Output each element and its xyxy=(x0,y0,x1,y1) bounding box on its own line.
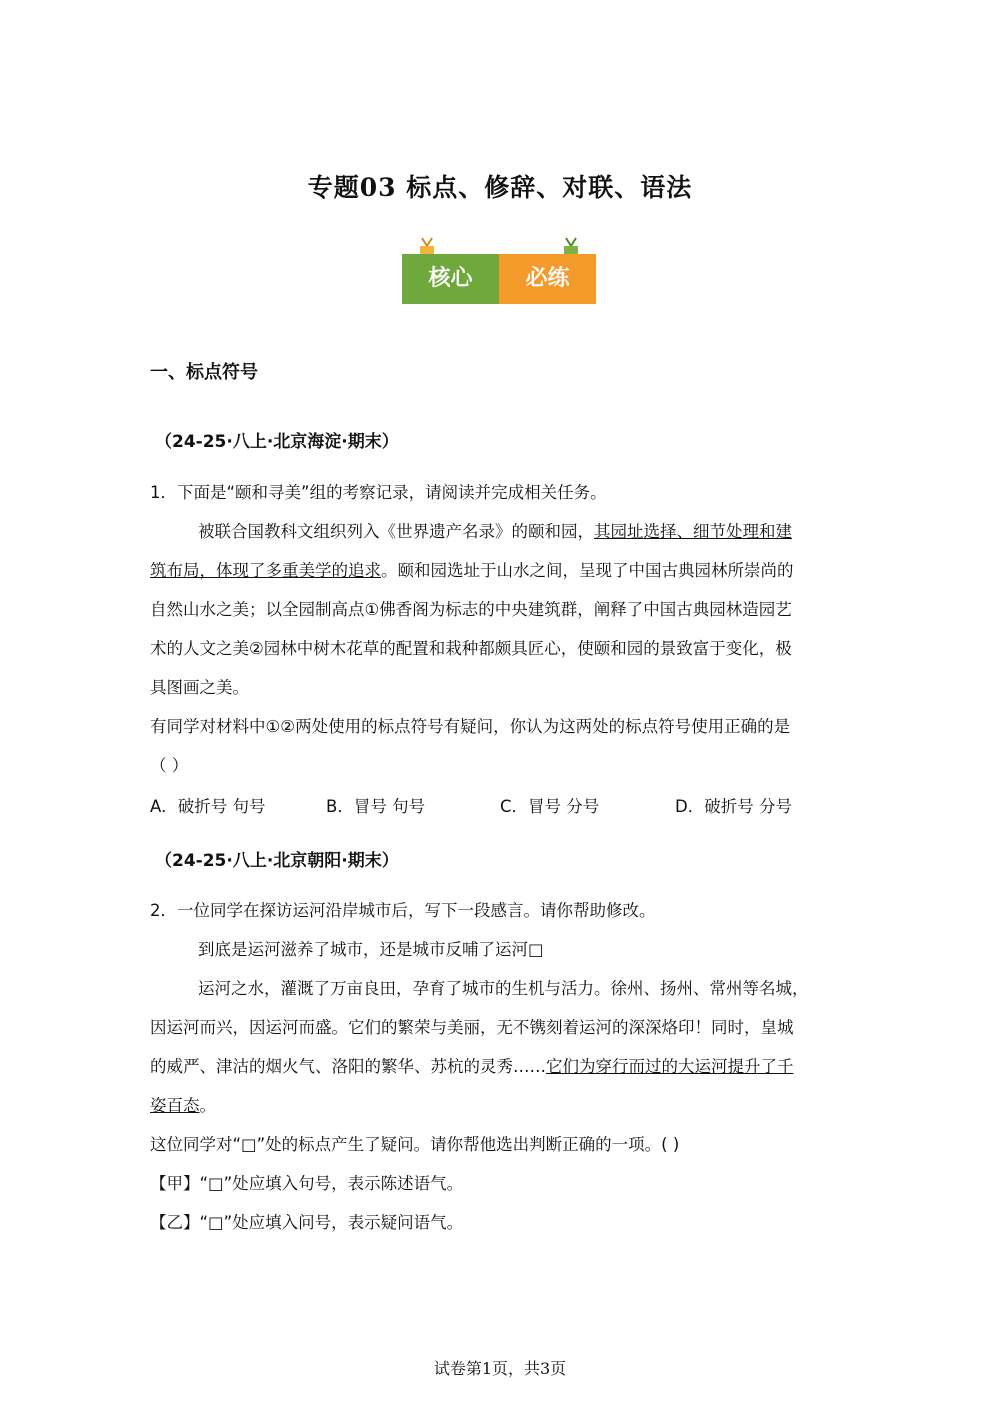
question-prompt: 有同学对材料中①②两处使用的标点符号有疑问，你认为这两处的标点符号使用正确的是 xyxy=(150,717,791,736)
badge-left-label: 核心 xyxy=(402,254,500,304)
passage-line: 因运河而兴，因运河而盛。它们的繁荣与美丽，无不镌刻着运河的深深烙印！同时，皇城 xyxy=(150,1018,794,1037)
passage-line: 自然山水之美；以全园制高点①佛香阁为标志的中央建筑群，阐释了中国古典园林造园艺 xyxy=(150,600,792,619)
judgment-jia: 【甲】“□”处应填入句号，表示陈述语气。 xyxy=(150,1174,464,1193)
passage-line xyxy=(150,512,840,551)
core-practice-badge xyxy=(402,236,598,308)
underlined-text: 筑布局，体现了多重美学的追求 xyxy=(150,561,381,580)
underlined-text: 其园址选择、细节处理和建 xyxy=(594,522,792,541)
underlined-text: 姿百态 xyxy=(150,1096,200,1115)
question-source: （24-25·八上·北京朝阳·期末） xyxy=(155,851,399,871)
passage-line xyxy=(150,551,840,590)
question-stem: 2．一位同学在探访运河沿岸城市后，写下一段感言。请你帮助修改。 xyxy=(150,901,656,920)
section-heading: 一、标点符号 xyxy=(150,362,258,383)
underlined-text: 它们为穿行而过的大运河提升了千 xyxy=(546,1057,794,1076)
passage-line: 术的人文之美②园林中树木花草的配置和栽种都颇具匠心，使颐和园的景致富于变化，极 xyxy=(150,639,792,658)
option-c: C．冒号 分号 xyxy=(500,797,600,816)
passage-text: 被联合国教科文组织列入《世界遗产名录》的颐和园， xyxy=(198,522,594,541)
passage-text: 的威严、津沽的烟火气、洛阳的繁华、苏杭的灵秀…… xyxy=(150,1057,546,1076)
passage-line: 具图画之美。 xyxy=(150,678,249,697)
option-d: D．破折号 分号 xyxy=(675,797,792,816)
judgment-yi: 【乙】“□”处应填入问号，表示疑问语气。 xyxy=(150,1213,464,1232)
answer-blank: （ ） xyxy=(150,756,189,775)
option-b: B．冒号 句号 xyxy=(326,797,426,816)
page-footer: 试卷第1页，共3页 xyxy=(433,1359,567,1378)
option-a: A．破折号 句号 xyxy=(150,797,266,816)
passage-line xyxy=(150,1086,840,1125)
question-source: （24-25·八上·北京海淀·期末） xyxy=(155,432,399,452)
page-title: 专题03 标点、修辞、对联、语法 xyxy=(307,173,693,202)
passage-line: 运河之水，灌溉了万亩良田，孕育了城市的生机与活力。徐州、扬州、常州等名城， xyxy=(198,979,809,998)
badge-right-label: 必练 xyxy=(499,254,596,304)
passage-text: 。 xyxy=(199,1096,216,1115)
question-stem: 1．下面是“颐和寻美”组的考察记录，请阅读并完成相关任务。 xyxy=(150,483,607,502)
passage-line xyxy=(150,1047,840,1086)
passage-text: 。颐和园选址于山水之间，呈现了中国古典园林所崇尚的 xyxy=(381,561,794,580)
passage-line: 到底是运河滋养了城市，还是城市反哺了运河□ xyxy=(198,940,544,959)
question-prompt: 这位同学对“□”处的标点产生了疑问。请你帮他选出判断正确的一项。( ) xyxy=(150,1135,680,1154)
